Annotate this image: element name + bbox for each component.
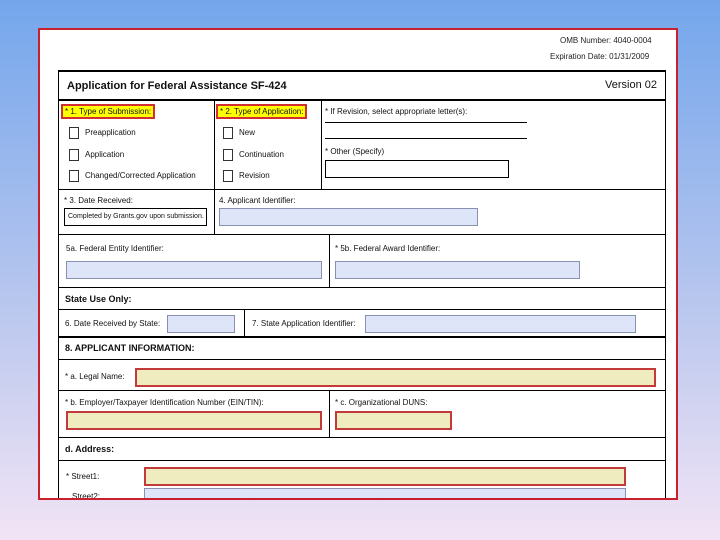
date-received-label: * 3. Date Received:	[64, 196, 133, 205]
divider	[59, 287, 665, 288]
federal-entity-input[interactable]	[66, 261, 322, 279]
application-checkbox[interactable]	[69, 149, 79, 161]
form-version: Version 02	[605, 79, 657, 91]
divider	[59, 309, 665, 310]
legal-name-label: * a. Legal Name:	[65, 372, 125, 381]
changed-corrected-checkbox[interactable]	[69, 170, 79, 182]
street1-label: * Street1:	[66, 472, 100, 481]
date-received-state-input[interactable]	[167, 315, 235, 333]
federal-award-label: * 5b. Federal Award Identifier:	[335, 244, 441, 253]
sf424-form	[58, 70, 666, 500]
revision-label: Revision	[239, 171, 270, 180]
legal-name-input[interactable]	[135, 368, 656, 387]
continuation-label: Continuation	[239, 150, 284, 159]
expiration-date: Expiration Date: 01/31/2009	[550, 52, 650, 61]
divider	[329, 391, 330, 437]
revision-letters-field[interactable]	[325, 122, 527, 123]
divider	[59, 460, 665, 461]
divider	[59, 359, 665, 360]
new-checkbox[interactable]	[223, 127, 233, 139]
federal-award-input[interactable]	[335, 261, 580, 279]
preapplication-label: Preapplication	[85, 128, 136, 137]
other-specify-label: * Other (Specify)	[325, 147, 385, 156]
preapplication-checkbox[interactable]	[69, 127, 79, 139]
other-specify-input[interactable]	[325, 160, 509, 178]
divider	[59, 234, 665, 235]
continuation-checkbox[interactable]	[223, 149, 233, 161]
federal-entity-label: 5a. Federal Entity Identifier:	[66, 244, 164, 253]
street2-input[interactable]	[144, 488, 626, 500]
divider	[59, 99, 665, 101]
type-of-submission-label: * 1. Type of Submission:	[61, 104, 155, 119]
divider	[329, 235, 330, 287]
omb-number: OMB Number: 4040-0004	[560, 36, 652, 45]
applicant-identifier-label: 4. Applicant Identifier:	[219, 196, 296, 205]
date-received-field	[64, 208, 207, 226]
date-received-note: Completed by Grants.gov upon submission.	[68, 213, 204, 220]
state-application-label: 7. State Application Identifier:	[252, 319, 356, 328]
form-title: Application for Federal Assistance SF-424	[67, 80, 287, 92]
state-application-input[interactable]	[365, 315, 636, 333]
ein-input[interactable]	[66, 411, 322, 430]
street1-input[interactable]	[144, 467, 626, 486]
slide-frame	[38, 28, 678, 500]
divider	[59, 390, 665, 391]
date-received-state-label: 6. Date Received by State:	[65, 319, 161, 328]
divider	[321, 101, 322, 189]
divider	[214, 101, 215, 189]
divider	[59, 189, 665, 190]
duns-input[interactable]	[335, 411, 452, 430]
new-label: New	[239, 128, 256, 137]
divider	[59, 336, 665, 338]
street2-label: Street2:	[72, 492, 101, 500]
state-use-label: State Use Only:	[65, 294, 132, 304]
revision-letters-field-2[interactable]	[325, 138, 527, 139]
address-label: d. Address:	[65, 444, 115, 454]
type-of-application-label: * 2. Type of Application:	[216, 104, 307, 119]
divider	[214, 190, 215, 234]
duns-label: * c. Organizational DUNS:	[335, 398, 428, 407]
divider	[244, 310, 245, 336]
applicant-info-label: 8. APPLICANT INFORMATION:	[65, 343, 195, 353]
divider	[59, 437, 665, 438]
revision-select-label: * If Revision, select appropriate letter(s):	[325, 107, 468, 116]
revision-checkbox[interactable]	[223, 170, 233, 182]
applicant-identifier-input[interactable]	[219, 208, 478, 226]
application-label: Application	[85, 150, 125, 159]
changed-corrected-label: Changed/Corrected Application	[85, 171, 196, 180]
ein-label: * b. Employer/Taxpayer Identification Number (EIN/TIN):	[65, 398, 264, 407]
